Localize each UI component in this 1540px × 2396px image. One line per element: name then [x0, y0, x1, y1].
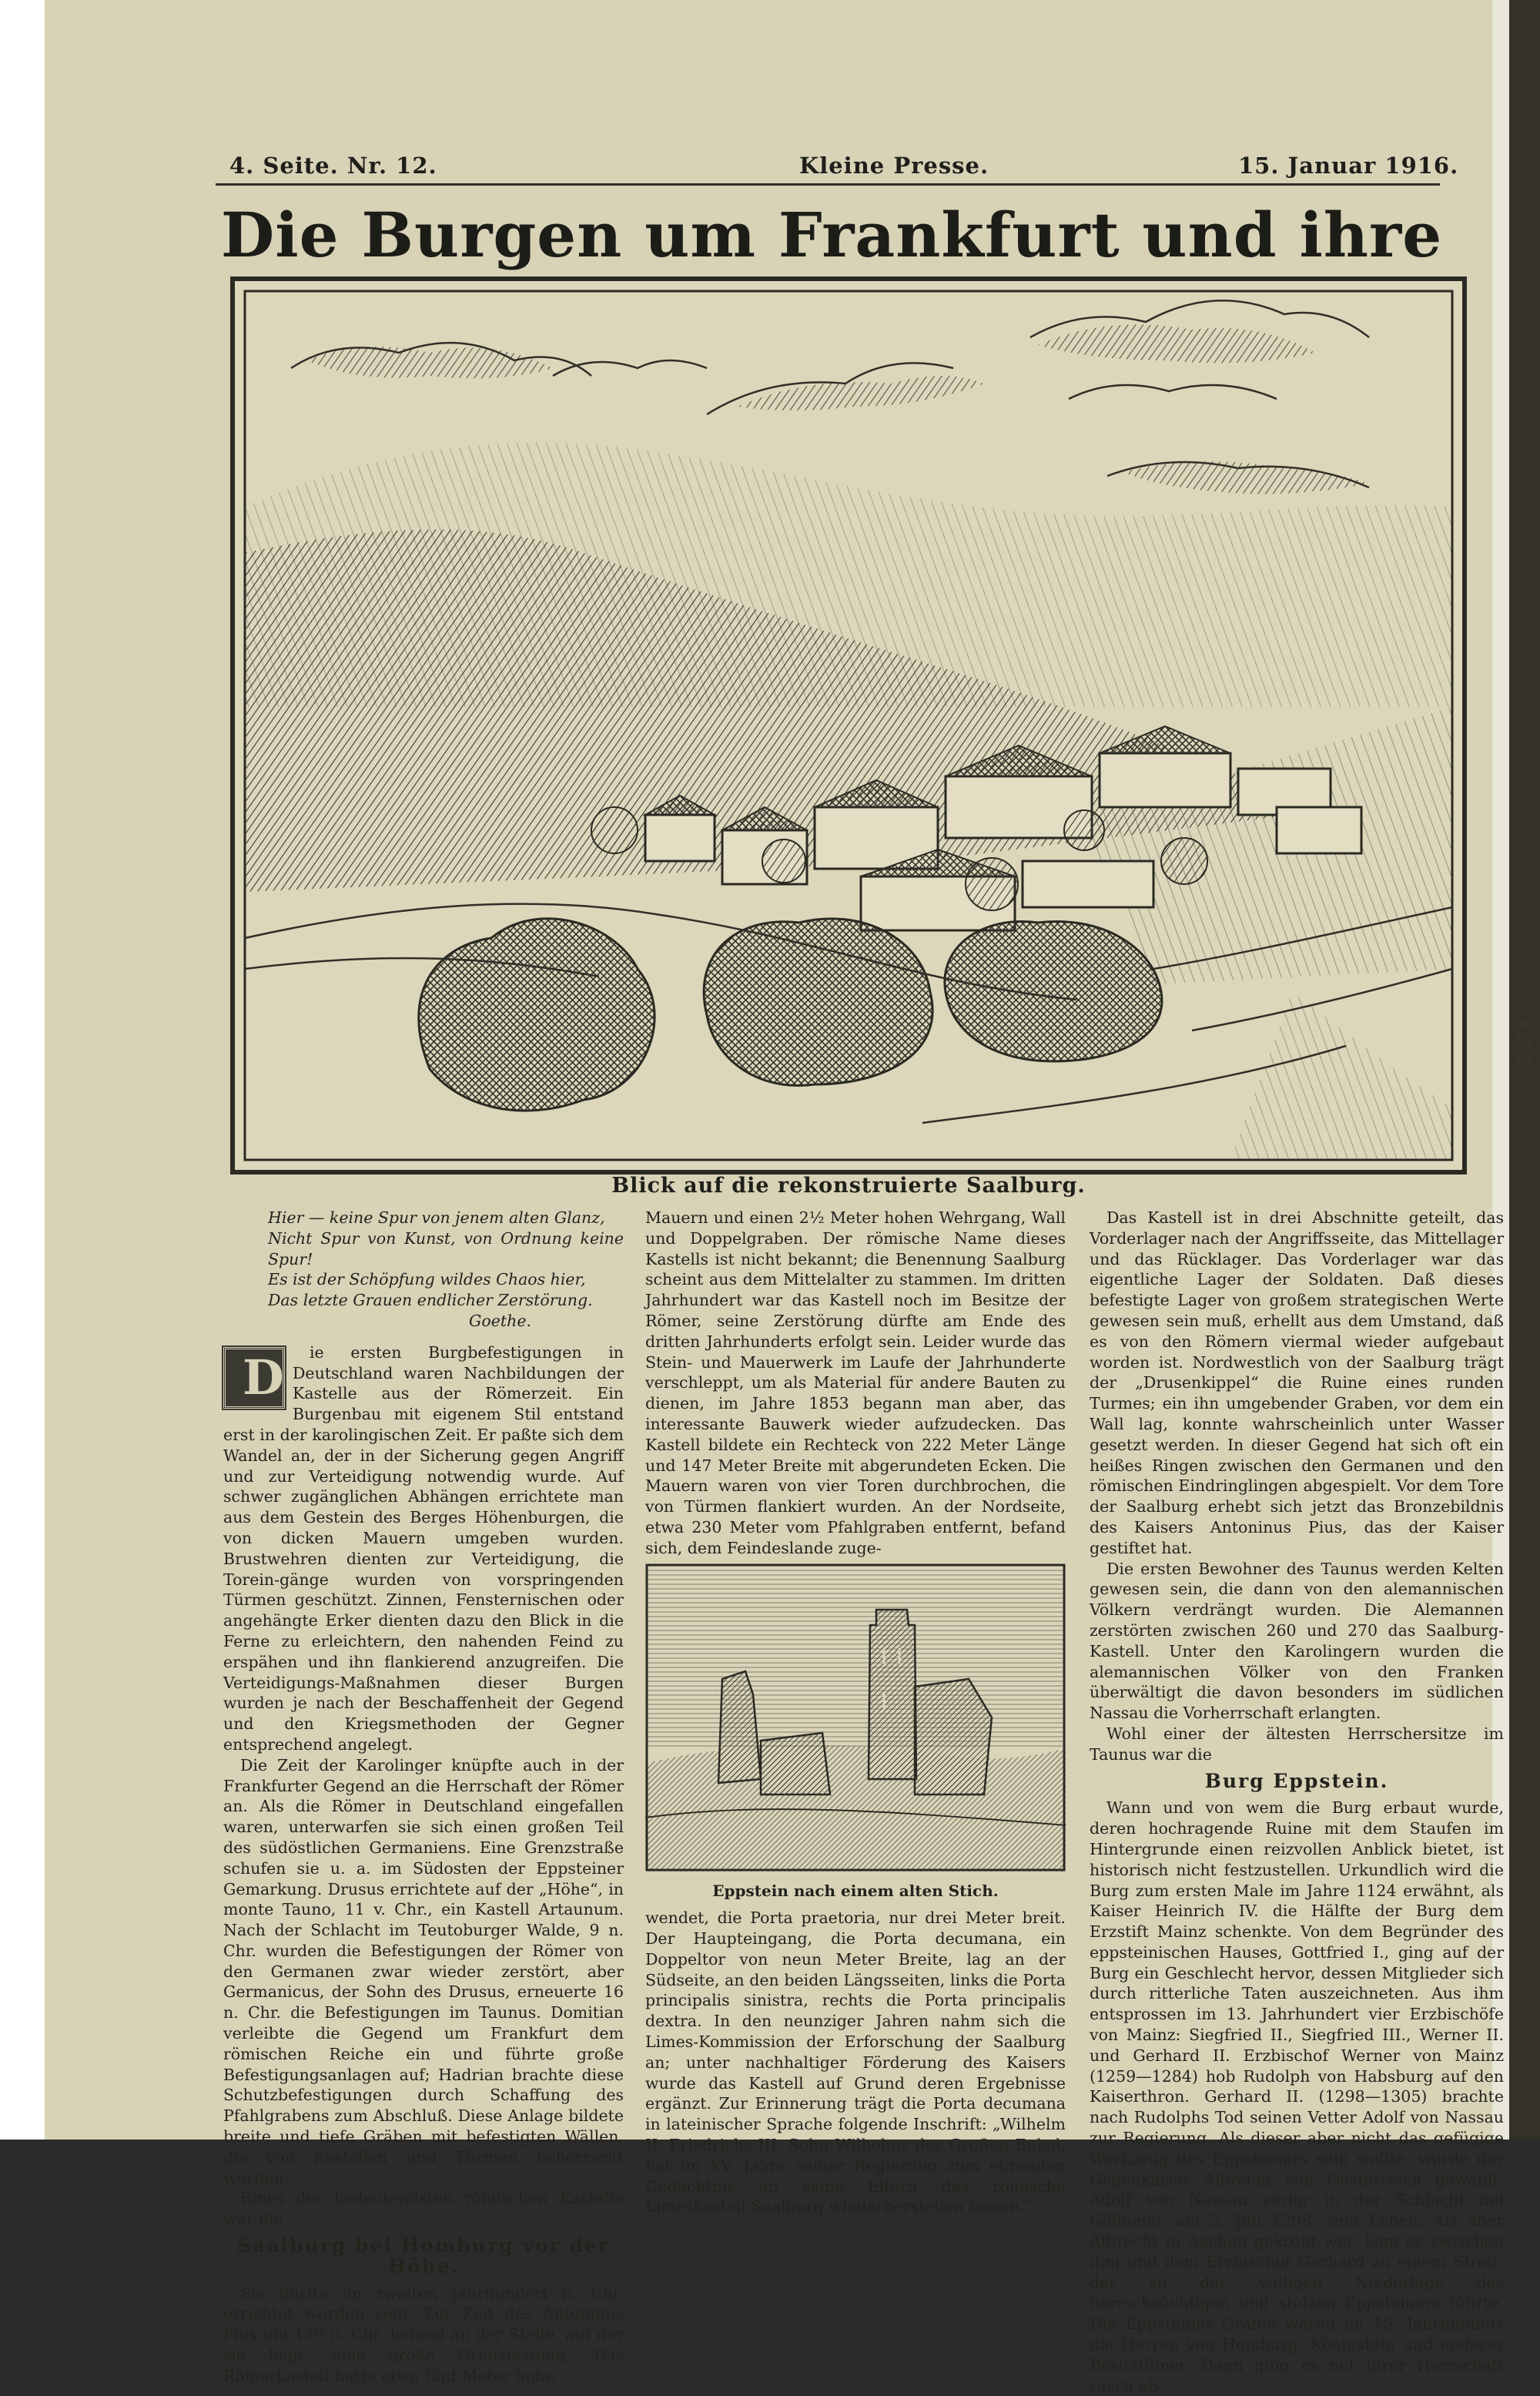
- intro-paragraph: [223, 1342, 624, 1755]
- article-column-2: [645, 1208, 1066, 2217]
- paragraph: Mauern und einen 2½ Meter hohen Wehrgang, Wall und Doppelgraben. Der römische Name dieses Kastells ist nicht bekannt; die Benennung Saalburg scheint aus dem Mittelalter zu stammen. Im dritten Jahrhundert war das Kastell noch im Besitze der Römer, seine Zerstörung dürfte am Ende des dritten Jahrhunderts erfolgt sein. Leider wurde das Stein- und Mauerwerk im Laufe der Jahrhunderte verschleppt, um als Material für andere Bauten zu dienen, im Jahre 1853 begann man aber, das interessante Bauwerk wieder aufzudecken. Das Kastell bildete ein Rechteck von 222 Meter Länge und 147 Meter Breite mit abgerundeten Ecken. Die Mauern waren von vier Toren durchbrochen, die von Türmen flankiert wurden. An der Nordseite, etwa 230 Meter vom Pfahlgraben entfernt, befand sich, dem Feindeslande zuge-: [645, 1208, 1066, 1557]
- issue-date: 15. Januar 1916.: [1238, 152, 1459, 179]
- section-heading-saalburg: Saalburg bei Homburg vor der Höhe.: [237, 2234, 610, 2277]
- paragraph: Wann und von wem die Burg erbaut wurde, deren hochragende Ruine mit dem Staufen im Hintergrunde einen reizvollen Anblick bietet, ist historisch nicht festzustellen. Urkundlich wird die Burg zum ersten Male im Jahre 1124 erwähnt, als Kaiser Heinrich IV. die Hälfte der Burg dem Erzstift Mainz schenkte. Von dem Begründer des eppsteinischen Hauses, Gottfried I., ging auf der Burg ein Geschlecht hervor, dessen Mitglieder sich durch ritterliche Taten auszeichneten. Aus ihm entsprossen im 13. Jahrhundert vier Erzbischöfe von Mainz: Siegfried II., Siegfried III., Werner II. und Gerhard II. Erzbischof Werner von Mainz (1259—1284) hob Rudolph von Habsburg auf den Kaiserthron. Gerhard II. (1298—1305) brachte nach Rudolphs Tod seinen Vetter Adolf von Nassau zur Regierung. Als dieser aber nicht das gefügige Werkzeug des Eppsteiners sein wollte, wurde der Gegenkaiser Albrecht von Oesterreich gewählt. Adolf von Nassau verlor in der Schlacht bei Göllheim, am 2. Juli 1298, sein Leben. Als aber Albrecht in Aachen gekrönt war, kam es zwischen ihm und dem Erzbischof Gerhard zu einem Streit, der zu der völligen Niederlage des herrschsüchtigen und stolzen Eppsteiners führte. Die Eppsteiner Grafen waren im 15. Jahrhundert die Herren von Homburg, Königstein und anderer Besitztümer. Dann ging es mit ihrer Herrschaft rasch ab-: [1090, 1798, 1504, 2395]
- header-rule: [216, 183, 1440, 186]
- paragraph: Wohl einer der ältesten Herrschersitze im Taunus war die: [1090, 1724, 1504, 1764]
- poem-author: Goethe.: [469, 1311, 531, 1330]
- paragraph: Eines der bedeutendsten römischen Kastelle war die: [223, 2189, 624, 2229]
- paragraph: Die Zeit der Karolinger knüpfte auch in der Frankfurter Gegend an die Herrschaft der Römer an. Als die Römer in Deutschland eingefallen waren, unterwarfen sie sich einen großen Teil des südöstlichen Germaniens. Eine Grenzstraße schufen sie u. a. im Südosten der Eppsteiner Gemarkung. Drusus errichtete auf der „Höhe“, in monte Tauno, 11 v. Chr., ein Kastell Artaunum. Nach der Schlacht im Teutoburger Walde, 9 n. Chr. wurden die Befestigungen der Römer von den Germanen zwar wieder zerstört, aber Germanicus, der Sohn des Drusus, erneuerte 16 n. Chr. die Befestigungen im Taunus. Domitian verleibte die Gegend um Frankfurt dem römischen Reiche ein und führte große Befestigungsanlagen auf; Hadrian brachte diese Schutzbefestigungen durch Schaffung des Pfahlgrabens zum Abschluß. Diese Anlage bildete breite und tiefe Gräben mit befestigten Wällen, die von Kastellen und Türmen beherrscht wurden.: [223, 1755, 624, 2187]
- poem-line: Das letzte Grauen endlicher Zerstörung.: [268, 1291, 593, 1310]
- eppstein-engraving: [645, 1563, 1066, 1872]
- saalburg-illustration: [229, 276, 1468, 1175]
- paragraph: Die ersten Bewohner des Taunus werden Kelten gewesen sein, die dann von den alemannischen Völkern verdrängt wurden. Die Alemannen zerstörten zwischen 260 und 270 das Saalburg-Kastell. Unter den Karolingern wurden die alemannischen Völker von den Franken überwältigt die davon besonders im südlichen Nassau die Vorherrschaft erlangten.: [1090, 1559, 1504, 1723]
- paragraph-text: ie ersten Burgbefestigungen in Deutschland waren Nachbildungen der Kastelle aus der Römerzeit. Ein Burgenbau mit eigenem Stil entstand erst in der karolingischen Zeit. Er paßte sich dem Wandel an, der in der Sicherung gegen Angriff und zur Verteidigung notwendig wurde. Auf schwer zugänglichen Abhängen errichtete man aus dem Gestein des Berges Höhenburgen, die von dicken Mauern umgeben wurden. Brustwehren dienten zur Verteidigung, die Torein-gänge wurden von vorspringenden Türmen geschützt. Zinnen, Fensternischen oder angehängte Erker dienten dazu den Blick in die Ferne zu erleichtern, den nahenden Feind zu erspähen und ihn flankierend anzugreifen. Die Verteidigungs-Maßnahmen dieser Burgen wurden je nach der Beschaffenheit der Gegend und den Kriegsmethoden der Gegner entsprechend angelegt.: [223, 1342, 624, 1754]
- article-column-1: [223, 1208, 624, 2387]
- poem-line: Hier — keine Spur von jenem alten Glanz,: [268, 1208, 605, 1227]
- neighbor-page-text: uvtaiu: [1515, 1015, 1532, 1065]
- article-column-3: [1090, 1208, 1504, 2396]
- paragraph: wendet, die Porta praetoria, nur drei Meter breit. Der Haupteingang, die Porta decumana, ein Doppeltor von neun Meter Breite, lag an der Südseite, an den beiden Längsseiten, links die Porta principalis sinistra, rechts die Porta principalis dextra. In den neunziger Jahren nahm sich die Limes-Kommission der Erforschung der Saalburg an; unter nachhaltiger Förderung des Kaisers wurde das Kastell auf Grund deren Ergebnisse ergänzt. Zur Erinnerung trägt die Porta decumana in lateinischer Sprache folgende Inschrift: „Wilhelm II. Friedrichs III. Sohn Wilhelms des Großen Enkel, hat im XV. Jahre seiner Regierung zum ehrenden Gedächtnis an seine Eltern das römische Limeskastell Saalburg wiederherstellen lassen.“: [645, 1908, 1066, 2217]
- paragraph: Das Kastell ist in drei Abschnitte geteilt, das Vorderlager nach der Angriffsseite, das Mittellager und das Rücklager. Das Vorderlager war das eigentliche Lager der Soldaten. Daß dieses befestigte Lager von großem strategischen Werte gewesen sein muß, erhellt aus dem Umstand, daß es von den Römern viermal wieder aufgebaut worden ist. Nordwestlich von der Saalburg trägt der „Drusenkippel“ die Ruine eines runden Turmes; ein ihn umgebender Graben, vor dem ein Wall lag, konnte wahrscheinlich unter Wasser gesetzt werden. In dieser Gegend hat sich oft ein heißes Ringen zwischen den Germanen und den römischen Eindringlingen abgespielt. Vor dem Tore der Saalburg erhebt sich jetzt das Bronzebildnis des Kaisers Antoninus Pius, das der Kaiser gestiftet hat.: [1090, 1208, 1504, 1557]
- drop-cap: D: [223, 1347, 285, 1409]
- paragraph: Sie dürfte im zweiten Jahrhundert n. Chr. errichtet worden sein. Zur Zeit des Antoninus Pius um 139 n. Chr. befand an der Stelle, auf der sie liegt, eine große Grenzfestung. Das Römerkastell hatte etwa fünf Meter hohe: [223, 2284, 624, 2385]
- article-title: Die Burgen um Frankfurt und ihre: [220, 199, 1443, 271]
- page-number: 4. Seite. Nr. 12.: [229, 152, 437, 179]
- poem-line: Es ist der Schöpfung wildes Chaos hier,: [268, 1270, 586, 1289]
- engraving-caption: Eppstein nach einem alten Stich.: [712, 1882, 999, 1901]
- section-heading-eppstein: Burg Eppstein.: [1204, 1769, 1389, 1792]
- poem-line: Nicht Spur von Kunst, von Ordnung keine Spur!: [268, 1228, 624, 1268]
- neighbor-page-edge: [1509, 0, 1540, 2140]
- motto-poem: [223, 1208, 624, 1332]
- illustration-caption: Blick auf die rekonstruierte Saalburg.: [611, 1174, 1086, 1198]
- newspaper-name: Kleine Presse.: [799, 152, 989, 179]
